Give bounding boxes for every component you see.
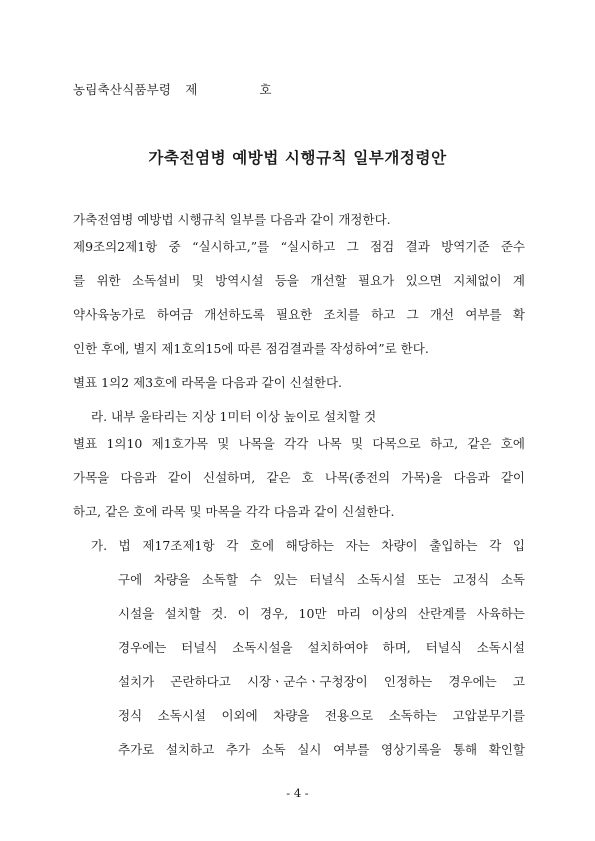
body-line: 하고, 같은 호에 라목 및 마목을 각각 다음과 같이 신설한다. [73,504,395,519]
document-title: 가축전염병 예방법 시행규칙 일부개정령안 [148,148,447,167]
body-line-item: 가. 법 제17조제1항 각 호에 해당하는 자는 차량이 출입하는 각 입 [91,538,525,553]
body-line-item-continued: 경우에는 터널식 소독시설을 설치하여야 하며, 터널식 소독시설 [118,640,525,655]
ordinance-header [73,80,272,98]
body-line: 약사육농가로 하여금 개선하도록 필요한 조치를 하고 그 개선 여부를 확 [73,307,525,322]
body-line: 제9조의2제1항 중 “실시하고,”를 “실시하고 그 점검 결과 방역기준 준수 [73,239,525,254]
ordinance-number-prefix: 제 [185,82,198,97]
body-line: 별표 1의2 제3호에 라목을 다음과 같이 신설한다. [73,375,343,390]
body-line: 를 위한 소독설비 및 방역시설 등을 개선할 필요가 있으면 지체없이 계 [73,273,525,288]
body-line-item-continued: 정식 소독시설 이외에 차량을 전용으로 소독하는 고압분무기를 [118,708,525,723]
body-line-item-continued: 추가로 설치하고 추가 소독 실시 여부를 영상기록을 통해 확인할 [118,742,525,757]
ordinance-name: 농림축산식품부령 [73,82,172,97]
page-number: - 4 - [286,786,309,800]
body-line: 가목을 다음과 같이 신설하며, 같은 호 나목(종전의 가목)을 다음과 같이 [73,470,525,485]
body-line-item-continued: 시설을 설치할 것. 이 경우, 10만 마리 이상의 산란계를 사육하는 [118,606,525,621]
ordinance-number-suffix: 호 [259,82,272,97]
body-line: 가축전염병 예방법 시행규칙 일부를 다음과 같이 개정한다. [73,212,391,227]
body-line-item-continued: 구에 차량을 소독할 수 있는 터널식 소독시설 또는 고정식 소독 [118,572,525,587]
body-line-item-continued: 설치가 곤란하다고 시장ㆍ군수ㆍ구청장이 인정하는 경우에는 고 [118,674,525,689]
body-line-indented: 라. 내부 울타리는 지상 1미터 이상 높이로 설치할 것 [91,409,377,424]
body-line: 별표 1의10 제1호가목 및 나목을 각각 나목 및 다목으로 하고, 같은 호에 [73,436,525,451]
body-line: 인한 후에, 별지 제1호의15에 따른 점검결과를 작성하여”로 한다. [73,341,429,356]
